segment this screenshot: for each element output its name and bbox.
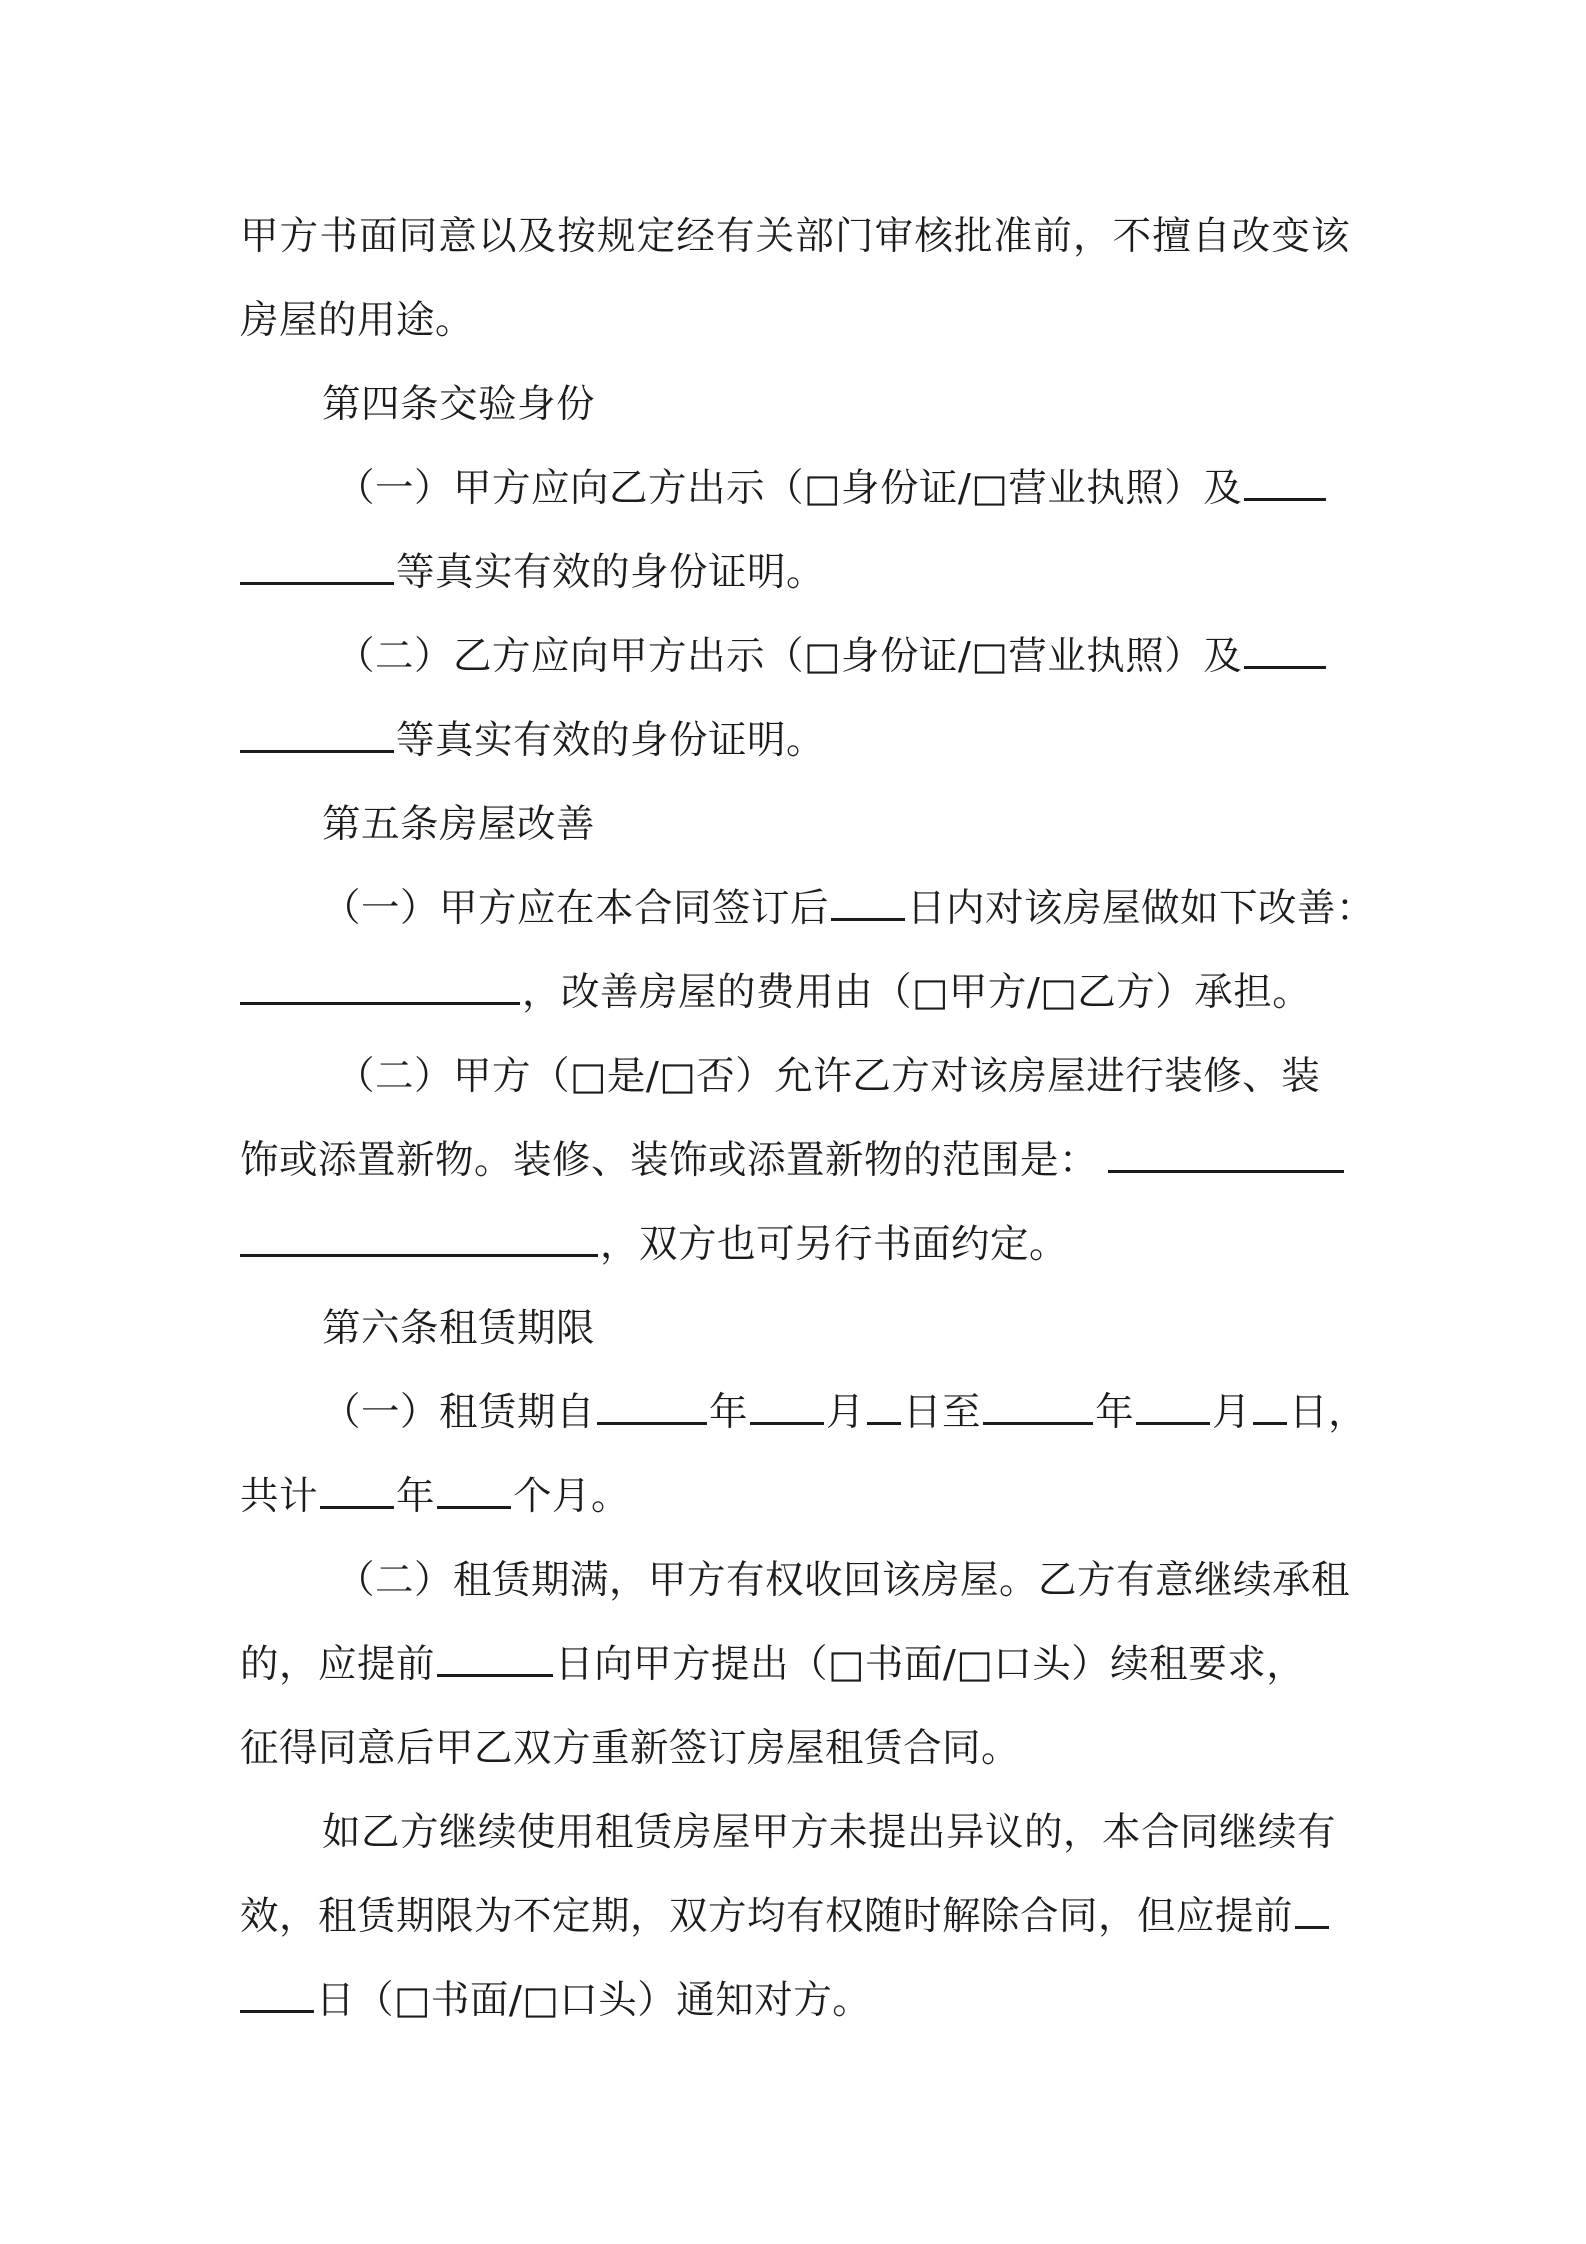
section-heading-4 bbox=[240, 363, 1350, 447]
text-line bbox=[240, 615, 1350, 699]
text-line bbox=[240, 1539, 1350, 1623]
text-segment: （一）甲方应在本合同签订后 bbox=[322, 886, 830, 931]
text-segment: ，双方也可另行书面约定。 bbox=[600, 1222, 1069, 1267]
text-line bbox=[240, 867, 1376, 951]
section-title: 第四条交验身份 bbox=[322, 382, 596, 427]
fill-blank[interactable] bbox=[1136, 1392, 1210, 1425]
text-segment: 的，应提前 bbox=[240, 1642, 436, 1687]
text-segment: 月 bbox=[1212, 1390, 1252, 1435]
fill-blank[interactable] bbox=[1244, 636, 1326, 669]
text-segment: （一）甲方应向乙方出示（□身份证/□营业执照）及 bbox=[336, 466, 1243, 511]
text-line bbox=[240, 1119, 1350, 1203]
fill-blank[interactable] bbox=[240, 552, 394, 585]
text-segment: 日向甲方提出（□书面/□口头）续租要求， bbox=[555, 1642, 1306, 1687]
text-line bbox=[240, 1959, 1350, 2043]
fill-blank[interactable] bbox=[867, 1392, 901, 1425]
fill-blank[interactable] bbox=[1295, 1896, 1329, 1929]
text-line bbox=[240, 1623, 1350, 1707]
text-segment: 年 bbox=[1095, 1390, 1135, 1435]
text-segment: 效，租赁期限为不定期，双方均有权随时解除合同，但应提前 bbox=[240, 1894, 1294, 1939]
section-title: 第六条租赁期限 bbox=[322, 1306, 596, 1351]
fill-blank[interactable] bbox=[1108, 1140, 1344, 1173]
fill-blank[interactable] bbox=[437, 1644, 553, 1677]
text-segment: 房屋的用途。 bbox=[240, 298, 475, 343]
section-heading-5 bbox=[240, 783, 1350, 867]
section-heading-6 bbox=[240, 1287, 1350, 1371]
text-segment: 年 bbox=[396, 1474, 436, 1519]
text-segment: （一）租赁期自 bbox=[322, 1390, 596, 1435]
text-segment: 共计 bbox=[240, 1474, 319, 1519]
text-line bbox=[240, 531, 1350, 615]
text-segment: 月 bbox=[826, 1390, 866, 1435]
section-title: 第五条房屋改善 bbox=[322, 802, 596, 847]
text-line bbox=[240, 1791, 1350, 1875]
text-segment: （二）乙方应向甲方出示（□身份证/□营业执照）及 bbox=[336, 634, 1243, 679]
fill-blank[interactable] bbox=[983, 1392, 1093, 1425]
fill-blank[interactable] bbox=[1244, 468, 1326, 501]
text-segment: 年 bbox=[709, 1390, 749, 1435]
text-segment: 甲方书面同意以及按规定经有关部门审核批准前，不擅自改变该 bbox=[240, 214, 1350, 259]
text-line bbox=[240, 447, 1350, 531]
text-segment: （二）甲方（□是/□否）允许乙方对该房屋进行装修、装 bbox=[336, 1054, 1321, 1099]
fill-blank[interactable] bbox=[597, 1392, 707, 1425]
text-line bbox=[240, 279, 1350, 363]
text-segment: 日至 bbox=[903, 1390, 982, 1435]
fill-blank[interactable] bbox=[240, 1224, 598, 1257]
fill-blank[interactable] bbox=[831, 888, 905, 921]
text-line bbox=[240, 1875, 1350, 1959]
fill-blank[interactable] bbox=[240, 720, 394, 753]
text-segment: ，改善房屋的费用由（□甲方/□乙方）承担。 bbox=[522, 970, 1312, 1015]
text-segment: 日内对该房屋做如下改善： bbox=[907, 886, 1376, 931]
text-segment: 个月。 bbox=[513, 1474, 631, 1519]
text-line bbox=[240, 699, 1350, 783]
text-line bbox=[240, 1707, 1350, 1791]
text-line bbox=[240, 1203, 1350, 1287]
fill-blank[interactable] bbox=[240, 972, 520, 1005]
contract-body bbox=[240, 195, 1376, 2043]
text-segment: 如乙方继续使用租赁房屋甲方未提出异议的，本合同继续有 bbox=[322, 1810, 1337, 1855]
text-segment: 等真实有效的身份证明。 bbox=[396, 550, 826, 595]
fill-blank[interactable] bbox=[240, 1980, 314, 2013]
fill-blank[interactable] bbox=[1253, 1392, 1287, 1425]
text-line bbox=[240, 1455, 1350, 1539]
text-line bbox=[240, 951, 1350, 1035]
text-segment: 征得同意后甲乙双方重新签订房屋租赁合同。 bbox=[240, 1726, 1021, 1771]
text-segment: 日（□书面/□口头）通知对方。 bbox=[316, 1978, 872, 2023]
text-line bbox=[240, 195, 1350, 279]
text-segment: 饰或添置新物。装修、装饰或添置新物的范围是： bbox=[240, 1138, 1099, 1183]
text-line bbox=[240, 1371, 1368, 1455]
text-segment: （二）租赁期满，甲方有权收回该房屋。乙方有意继续承租 bbox=[336, 1558, 1351, 1603]
text-segment: 等真实有效的身份证明。 bbox=[396, 718, 826, 763]
fill-blank[interactable] bbox=[320, 1476, 394, 1509]
fill-blank[interactable] bbox=[437, 1476, 511, 1509]
text-line bbox=[240, 1035, 1350, 1119]
text-segment: 日， bbox=[1289, 1390, 1368, 1435]
fill-blank[interactable] bbox=[750, 1392, 824, 1425]
